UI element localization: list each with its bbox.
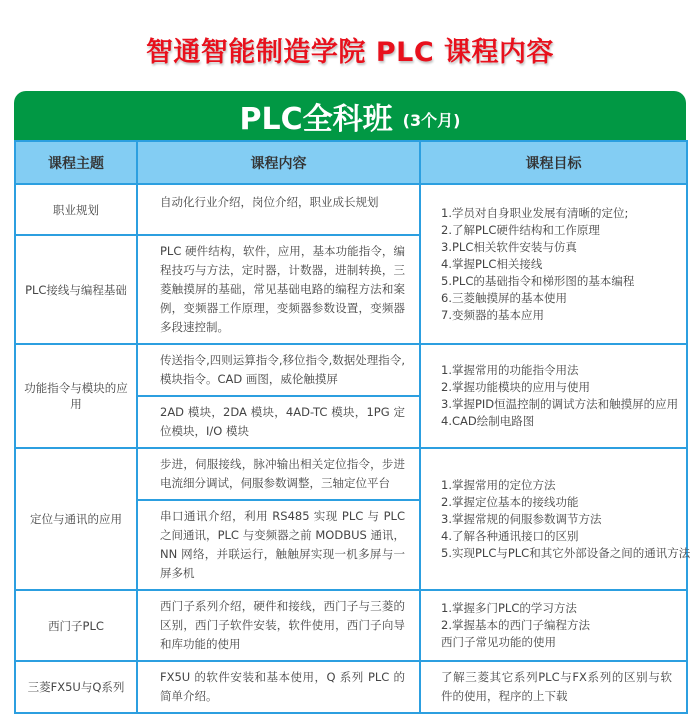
goal-item: 1.掌握常用的定位方法 — [441, 477, 556, 492]
table-row — [15, 590, 687, 661]
table-row — [15, 184, 687, 235]
content-cell: 步进，伺服接线，脉冲输出相关定位指令，步进电流细分调试，伺服参数调整，三轴定位平台 — [137, 448, 420, 500]
header-content: 课程内容 — [137, 141, 420, 184]
table-row — [15, 448, 687, 500]
page-title: 智通智能制造学院 PLC 课程内容 — [145, 37, 555, 68]
content-cell: 自动化行业介绍，岗位介绍，职业成长规划 — [137, 184, 420, 235]
content-cell: 串口通讯介绍，利用 RS485 实现 PLC 与 PLC 之间通讯，PLC 与变频器之前 MODBUS 通讯，NN 网络，并联运行，触触屏实现一机多屏与一屏多机 — [137, 500, 420, 590]
goal-item: 6.三菱触摸屏的基本使用 — [441, 290, 567, 305]
topic-cell: 职业规划 — [15, 184, 137, 235]
course-table — [14, 140, 691, 714]
goal-item: 4.了解各种通讯接口的区别 — [441, 528, 579, 543]
course-duration: (3个月) — [402, 111, 461, 130]
goal-item: 3.掌握PID恒温控制的调试方法和触摸屏的应用 — [441, 397, 679, 411]
content-cell: 传送指令,四则运算指令,移位指令,数据处理指令,模块指令。CAD 画图，威伦触摸屏 — [137, 344, 420, 396]
goal-item: 西门子常见功能的使用 — [441, 635, 556, 649]
goal-item: 1.掌握多门PLC的学习方法 — [441, 601, 577, 615]
topic-cell: 三菱FX5U与Q系列 — [15, 661, 137, 713]
goal-item: 7.变频器的基本应用 — [441, 307, 544, 322]
goals-cell — [420, 344, 687, 448]
goal-item: 4.CAD绘制电路图 — [441, 414, 535, 428]
goal-item: 3.掌握常规的伺服参数调节方法 — [441, 511, 602, 526]
goal-item: 5.实现PLC与PLC和其它外部设备之间的通讯方法 — [441, 545, 691, 560]
content-cell: PLC 硬件结构，软件，应用，基本功能指令，编程技巧与方法，定时器，计数器，进制转换，三菱触摸屏的基础，常见基础电路的编程方法和案例，变频器工作原理，变频器参数设置，变频器多段速控制。 — [137, 235, 420, 344]
course-card — [14, 91, 691, 703]
header-goals: 课程目标 — [420, 141, 687, 184]
topic-cell: 西门子PLC — [15, 590, 137, 661]
goals-cell — [420, 184, 687, 344]
content-cell: 2AD 模块，2DA 模块，4AD-TC 模块，1PG 定位模块，I/O 模块 — [137, 396, 420, 448]
goal-item: 5.PLC的基础指令和梯形图的基本编程 — [441, 273, 635, 288]
course-banner — [14, 91, 686, 140]
goal-item: 3.PLC相关软件安装与仿真 — [441, 239, 577, 254]
topic-cell: 定位与通讯的应用 — [15, 448, 137, 590]
goal-item: 1.掌握常用的功能指令用法 — [441, 363, 579, 377]
table-row — [15, 661, 687, 713]
table-header-row — [15, 141, 687, 184]
goals-cell — [420, 590, 687, 661]
course-name: PLC全科班 — [239, 101, 393, 137]
goal-item: 2.掌握功能模块的应用与使用 — [441, 380, 590, 394]
goal-item: 2.掌握定位基本的接线功能 — [441, 494, 579, 509]
goal-item: 2.掌握基本的西门子编程方法 — [441, 618, 590, 632]
topic-cell: 功能指令与模块的应用 — [15, 344, 137, 448]
goals-cell — [420, 448, 691, 590]
topic-cell: PLC接线与编程基础 — [15, 235, 137, 344]
goal-item: 1.学员对自身职业发展有清晰的定位; — [441, 205, 629, 220]
goal-item: 2.了解PLC硬件结构和工作原理 — [441, 222, 600, 237]
goals-cell: 了解三菱其它系列PLC与FX系列的区别与软件的使用，程序的上下载 — [420, 661, 687, 713]
table-row — [15, 344, 687, 396]
goal-item: 4.掌握PLC相关接线 — [441, 256, 543, 271]
content-cell: FX5U 的软件安装和基本使用，Q 系列 PLC 的简单介绍。 — [137, 661, 420, 713]
content-cell: 西门子系列介绍，硬件和接线，西门子与三菱的区别，西门子软件安装，软件使用，西门子向导和库功能的使用 — [137, 590, 420, 661]
header-topic: 课程主题 — [15, 141, 137, 184]
